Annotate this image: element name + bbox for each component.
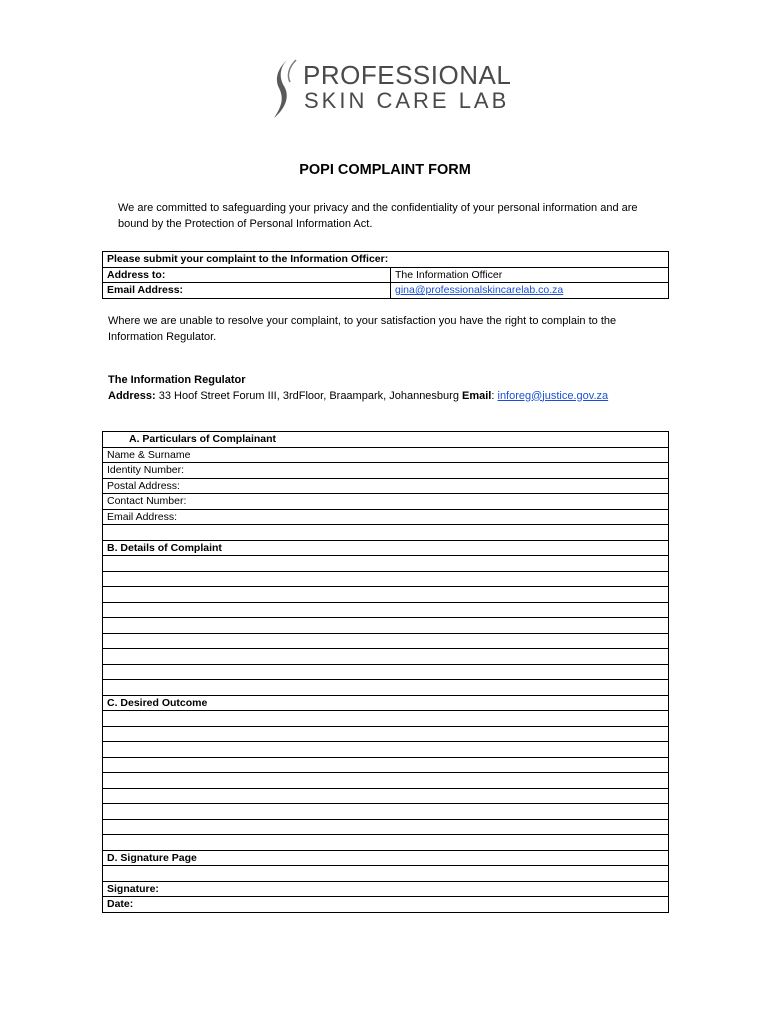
outcome-line[interactable]	[103, 788, 669, 804]
section-b-title: B. Details of Complaint	[103, 540, 669, 556]
regulator-note: Where we are unable to resolve your complaint, to your satisfaction you have the right to complain to the Information Regulator.	[108, 315, 617, 343]
regulator-address-line	[108, 389, 668, 405]
complaint-line[interactable]	[103, 664, 669, 680]
regulator-email-link[interactable]: inforeg@justice.gov.za	[497, 389, 609, 402]
regulator-address-label: Address:	[108, 389, 156, 402]
outcome-line[interactable]	[103, 819, 669, 835]
outcome-line[interactable]	[103, 742, 669, 758]
complaint-line[interactable]	[103, 618, 669, 634]
regulator-email-label: Email	[462, 389, 492, 402]
s-swirl-icon	[268, 54, 302, 120]
outcome-line[interactable]	[103, 835, 669, 851]
field-postal-address[interactable]: Postal Address:	[103, 478, 669, 494]
page-title: POPI COMPLAINT FORM	[299, 162, 471, 178]
officer-email-link[interactable]: gina@professionalskincarelab.co.za	[391, 283, 669, 299]
logo-wordmark-line1: PROFESSIONAL	[303, 60, 512, 90]
blank-row	[103, 525, 669, 541]
section-a-title: A. Particulars of Complainant	[103, 432, 669, 448]
field-contact-number[interactable]: Contact Number:	[103, 494, 669, 510]
section-c-title: C. Desired Outcome	[103, 695, 669, 711]
regulator-address-value: 33 Hoof Street Forum III, 3rdFloor, Braampark, Johannesburg	[155, 389, 463, 402]
complaint-line[interactable]	[103, 556, 669, 572]
date-field[interactable]: Date:	[103, 897, 669, 913]
complaint-form-table	[102, 431, 669, 913]
regulator-email-separator: :	[491, 389, 498, 402]
outcome-line[interactable]	[103, 726, 669, 742]
blank-row	[103, 866, 669, 882]
field-name-surname[interactable]: Name & Surname	[103, 447, 669, 463]
outcome-line[interactable]	[103, 757, 669, 773]
complaint-line[interactable]	[103, 680, 669, 696]
submit-header: Please submit your complaint to the Information Officer:	[103, 252, 669, 268]
address-to-label: Address to:	[103, 267, 391, 283]
outcome-line[interactable]	[103, 773, 669, 789]
outcome-line[interactable]	[103, 804, 669, 820]
complaint-line[interactable]	[103, 587, 669, 603]
submit-table	[102, 251, 669, 299]
outcome-line[interactable]	[103, 711, 669, 727]
logo-wordmark-line2: SKIN CARE LAB	[304, 88, 510, 113]
regulator-block	[108, 373, 668, 404]
section-d-title: D. Signature Page	[103, 850, 669, 866]
complaint-line[interactable]	[103, 602, 669, 618]
intro-paragraph: We are committed to safeguarding your privacy and the confidentiality of your personal information and are bound by the Protection of Personal Information Act.	[118, 202, 638, 230]
complaint-line[interactable]	[103, 571, 669, 587]
complaint-line[interactable]	[103, 649, 669, 665]
field-email-address[interactable]: Email Address:	[103, 509, 669, 525]
signature-field[interactable]: Signature:	[103, 881, 669, 897]
field-identity-number[interactable]: Identity Number:	[103, 463, 669, 479]
address-to-value: The Information Officer	[391, 267, 669, 283]
company-logo	[268, 54, 512, 120]
email-address-label: Email Address:	[103, 283, 391, 299]
complaint-line[interactable]	[103, 633, 669, 649]
regulator-heading: The Information Regulator	[108, 374, 246, 386]
